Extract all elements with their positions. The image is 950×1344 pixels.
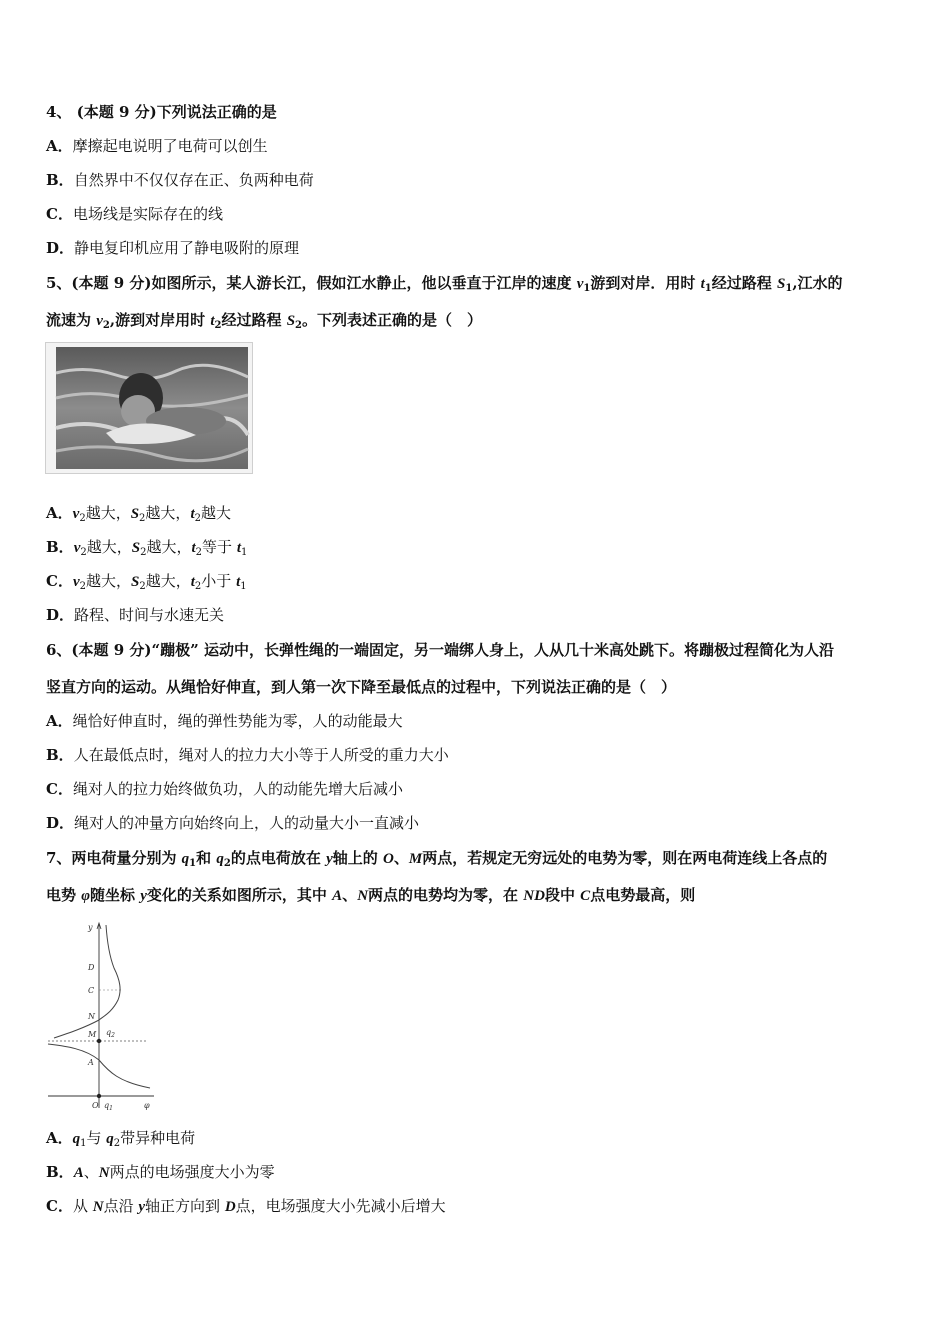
q7-stem-line1: 7、两电荷量分别为 $q_1$和 $q_2$的点电荷放在 y轴上的 O、M两点，若规定无穷远处的电势为零，则在两电荷连线上各点的 — [46, 849, 828, 869]
q5-option-a: A．$v_2$越大，$S_2$越大，$t_2$越大 — [46, 504, 231, 524]
upper-curve — [54, 925, 120, 1038]
q4-option-b: B．自然界中不仅仅存在正、负两种电荷 — [46, 171, 314, 189]
label-q1: $q_1$ — [104, 1101, 113, 1112]
q5-option-b: B．$v_2$越大，$S_2$越大，$t_2$等于 $t_1$ — [46, 538, 248, 558]
q7-option-c: C．从 N点沿 y轴正方向到 D点，电场强度大小先减小后增大 — [46, 1197, 446, 1215]
swimmer-illustration — [46, 343, 252, 473]
q5-stem-line2: 流速为 $v_2$,游到对岸用时 $t_2$经过路程 $S_2$。下列表述正确的是（ ） — [46, 311, 483, 331]
q6-option-a: A．绳恰好伸直时，绳的弹性势能为零，人的动能最大 — [46, 712, 403, 730]
q7-option-b: B．A、N两点的电场强度大小为零 — [46, 1163, 275, 1181]
label-d: D — [88, 963, 95, 972]
potential-graph — [44, 920, 156, 1116]
label-n: N — [88, 1012, 95, 1021]
label-a: A — [88, 1058, 94, 1067]
label-y: y — [88, 923, 93, 932]
q6-option-d: D．绳对人的冲量方向始终向上，人的动量大小一直减小 — [46, 814, 420, 832]
label-c: C — [88, 986, 95, 995]
label-m: M — [88, 1030, 97, 1039]
swimmer-photo — [45, 342, 253, 474]
q6-stem-line1: 6、(本题 9 分)“蹦极” 运动中，长弹性绳的一端固定，另一端绑人身上，人从几十米高处跳下。将蹦极过程简化为人沿 — [46, 641, 834, 659]
q6-option-b: B．人在最低点时，绳对人的拉力大小等于人所受的重力大小 — [46, 746, 449, 764]
q7-stem-line2: 电势 φ随坐标 y变化的关系如图所示，其中 A、N两点的电势均为零，在 ND段中 C点电势最高，则 — [46, 886, 696, 904]
charge-q2-point — [97, 1039, 101, 1043]
q5-option-d: D．路程、时间与水速无关 — [46, 606, 225, 624]
q4-stem: 4、 (本题 9 分)下列说法正确的是 — [46, 103, 277, 121]
label-phi: φ — [144, 1101, 150, 1110]
label-q2: $q_2$ — [106, 1028, 115, 1039]
q7-option-a: A．$q_1$与 $q_2$带异种电荷 — [46, 1129, 196, 1149]
q5-stem-line1: 5、(本题 9 分)如图所示，某人游长江，假如江水静止，他以垂直于江岸的速度 $v_1$游到对岸．用时 $t_1$经过路程 $S_1$,江水的 — [46, 274, 843, 294]
q5-option-c: C．$v_2$越大，$S_2$越大，$t_2$小于 $t_1$ — [46, 572, 247, 592]
q6-option-c: C．绳对人的拉力始终做负功，人的动能先增大后减小 — [46, 780, 403, 798]
q4-option-c: C．电场线是实际存在的线 — [46, 205, 223, 223]
q4-option-d: D．静电复印机应用了静电吸附的原理 — [46, 239, 300, 257]
charge-q1-point — [97, 1094, 101, 1098]
q6-stem-line2: 竖直方向的运动。从绳恰好伸直，到人第一次下降至最低点的过程中，下列说法正确的是（ ） — [46, 678, 677, 696]
label-o: O — [92, 1101, 99, 1110]
q4-option-a: A．摩擦起电说明了电荷可以创生 — [46, 137, 268, 155]
